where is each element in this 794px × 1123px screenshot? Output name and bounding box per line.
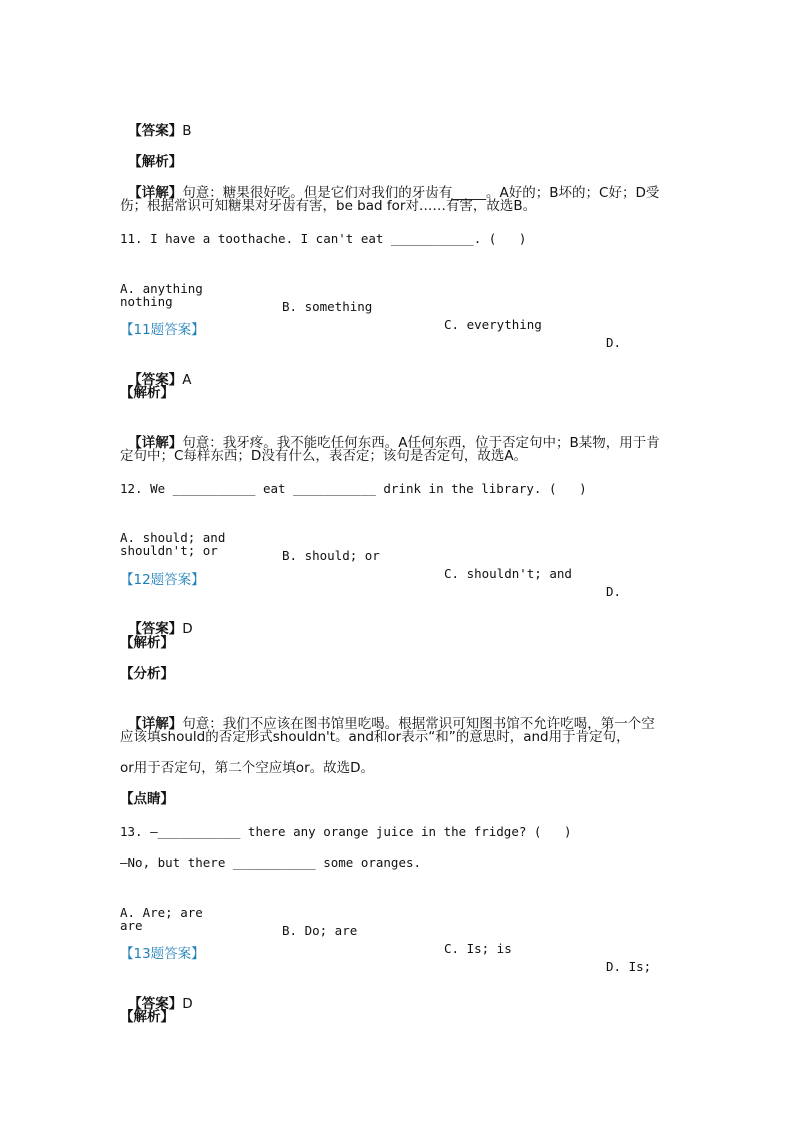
q13-answer-value: D: [182, 996, 193, 1012]
answer-value: B: [182, 123, 192, 139]
q12-detail-tag: 【详解】: [128, 716, 183, 732]
q12-dianjing-tag: 【点睛】: [120, 791, 174, 807]
q11-analysis-tag: 【解析】: [120, 385, 174, 401]
q12-option-c: C. shouldn't; and: [444, 566, 572, 581]
q12-option-a: A. should; and: [120, 530, 226, 545]
q11-detail-text-cont: 定句中；C每样东西；D没有什么，表否定；该句是否定句，故选A。: [120, 448, 528, 464]
q13-option-b: B. Do; are: [282, 923, 358, 938]
q11-answer-tag: 【答案】: [128, 372, 183, 388]
answer-tag: 【答案】: [128, 123, 183, 139]
q11-option-c: C. everything: [444, 317, 542, 332]
q12-detail-text-cont1: 应该填should的否定形式shouldn't。and和or表示“和”的意思时，and用于肯定句，: [120, 729, 630, 745]
detail-tag: 【详解】: [128, 185, 183, 201]
q13-option-d: D. Is;: [606, 959, 652, 974]
q13-analysis-tag: 【解析】: [120, 1009, 174, 1025]
q12-option-b: B. should; or: [282, 548, 380, 563]
q12-detail-text-cont2: or用于否定句，第二个空应填or。故选D。: [120, 760, 375, 776]
q12-option-d-text: shouldn't; or: [120, 543, 218, 558]
analysis-tag: 【解析】: [128, 154, 183, 170]
q12-fenxi-tag: 【分析】: [120, 666, 174, 682]
q11-answer-value: A: [182, 372, 192, 388]
q12-answer-value: D: [182, 621, 193, 637]
q13-stem: 13. —___________ there any orange juice in the fridge? ( ): [120, 824, 572, 839]
q11-option-a: A. anything: [120, 281, 203, 296]
q12-detail-text: 句意：我们不应该在图书馆里吃喝。根据常识可知图书馆不允许吃喝，第一个空: [182, 716, 655, 732]
q11-answer-header: 【11题答案】: [120, 322, 205, 338]
detail-text: 句意：糖果很好吃。但是它们对我们的牙齿有_____。A好的；B坏的；C好；D受: [182, 185, 660, 201]
q11-option-d-text: nothing: [120, 294, 173, 309]
q11-option-d: D.: [606, 335, 622, 350]
q13-answer-header: 【13题答案】: [120, 946, 205, 962]
detail-text-cont: 伤；根据常识可知糖果对牙齿有害，be bad for对……有害，故选B。: [120, 198, 537, 214]
q12-analysis-tag: 【解析】: [120, 635, 174, 651]
q13-option-a: A. Are; are: [120, 905, 203, 920]
q11-detail-tag: 【详解】: [128, 435, 183, 451]
q11-stem: 11. I have a toothache. I can't eat ___________. ( ): [120, 231, 527, 246]
q12-option-d: D.: [606, 584, 622, 599]
q12-stem: 12. We ___________ eat ___________ drink in the library. ( ): [120, 481, 587, 496]
q13-answer-tag: 【答案】: [128, 996, 183, 1012]
q13-option-c: C. Is; is: [444, 941, 512, 956]
q12-answer-tag: 【答案】: [128, 621, 183, 637]
q12-answer-header: 【12题答案】: [120, 572, 205, 588]
q13-option-d-text: are: [120, 918, 143, 933]
q11-detail-text: 句意：我牙疼。我不能吃任何东西。A任何东西，位于否定句中；B某物，用于肯: [182, 435, 660, 451]
q11-option-b: B. something: [282, 299, 373, 314]
q13-reply: —No, but there ___________ some oranges.: [120, 855, 422, 870]
